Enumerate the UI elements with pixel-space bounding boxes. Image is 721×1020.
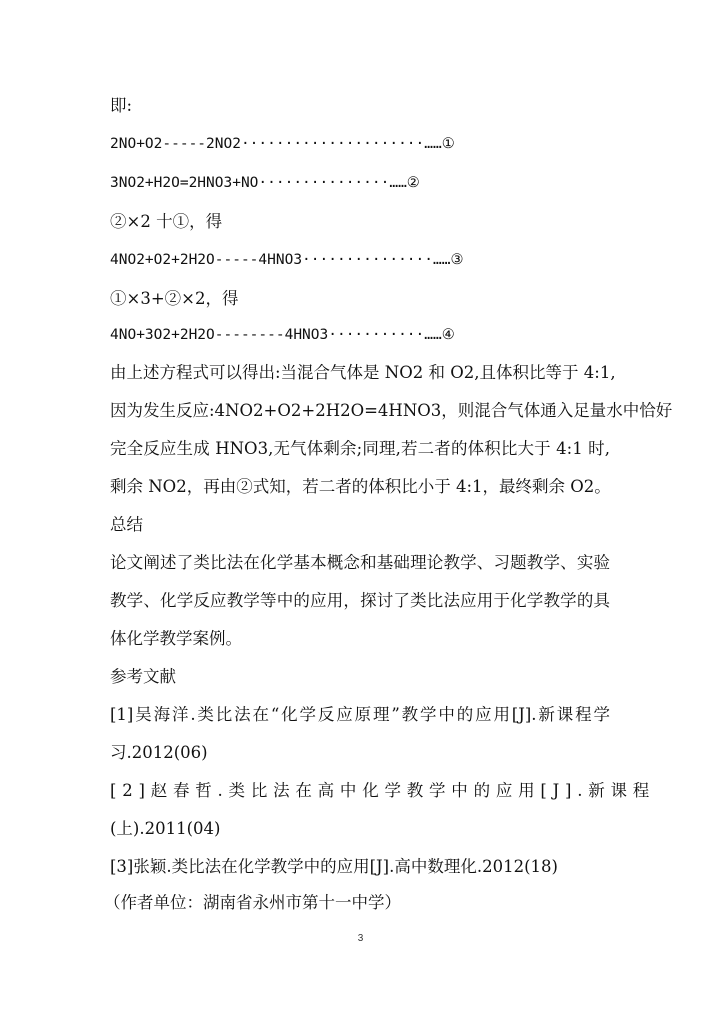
reference-item-2: [2]赵春哲.类比法在高中化学教学中的应用[J].新课程 [110, 781, 656, 800]
page-number: 3 [357, 933, 364, 944]
equation-4: 4NO+3O2+2H2O--------4HNO3···········……④ [110, 327, 455, 343]
section-heading-references: 参考文献 [110, 667, 176, 686]
equation-3: 4NO2+O2+2H2O-----4HNO3···············……③ [110, 252, 464, 268]
author-affiliation: （作者单位：湖南省永州市第十一中学） [104, 893, 401, 912]
paragraph-line: 由上述方程式可以得出:当混合气体是 NO2 和 O2,且体积比等于 4:1, [110, 363, 616, 382]
text-line-ji: 即: [110, 96, 133, 115]
paragraph-line: 因为发生反应:4NO2+O2+2H2O=4HNO3，则混合气体通入足量水中恰好 [110, 401, 673, 420]
equation-1: 2NO+O2-----2NO2·····················……① [110, 136, 455, 152]
equation-2: 3NO2+H2O=2HNO3+NO···············……② [110, 175, 420, 191]
text-line-combine-2: ①×3+②×2，得 [110, 289, 239, 308]
paragraph-line: 剩余 NO2，再由②式知，若二者的体积比小于 4:1，最终剩余 O2。 [110, 477, 611, 496]
reference-item-1-cont: 习.2012(06) [110, 743, 208, 762]
paragraph-line: 体化学教学案例。 [110, 629, 242, 648]
reference-item-2-cont: (上).2011(04) [110, 819, 221, 838]
reference-item-1: [1]吴海洋.类比法在“化学反应原理”教学中的应用[J].新课程学 [110, 705, 610, 724]
text-line-combine-1: ②×2 十①，得 [110, 212, 223, 231]
paragraph-line: 完全反应生成 HNO3,无气体剩余;同理,若二者的体积比大于 4:1 时, [110, 439, 610, 458]
paragraph-line: 论文阐述了类比法在化学基本概念和基础理论教学、习题教学、实验 [110, 553, 610, 572]
reference-item-3: [3]张颖.类比法在化学教学中的应用[J].高中数理化.2012(18) [110, 857, 558, 876]
paragraph-line: 教学、化学反应教学等中的应用，探讨了类比法应用于化学教学的具 [110, 591, 610, 610]
section-heading-summary: 总结 [110, 515, 143, 534]
